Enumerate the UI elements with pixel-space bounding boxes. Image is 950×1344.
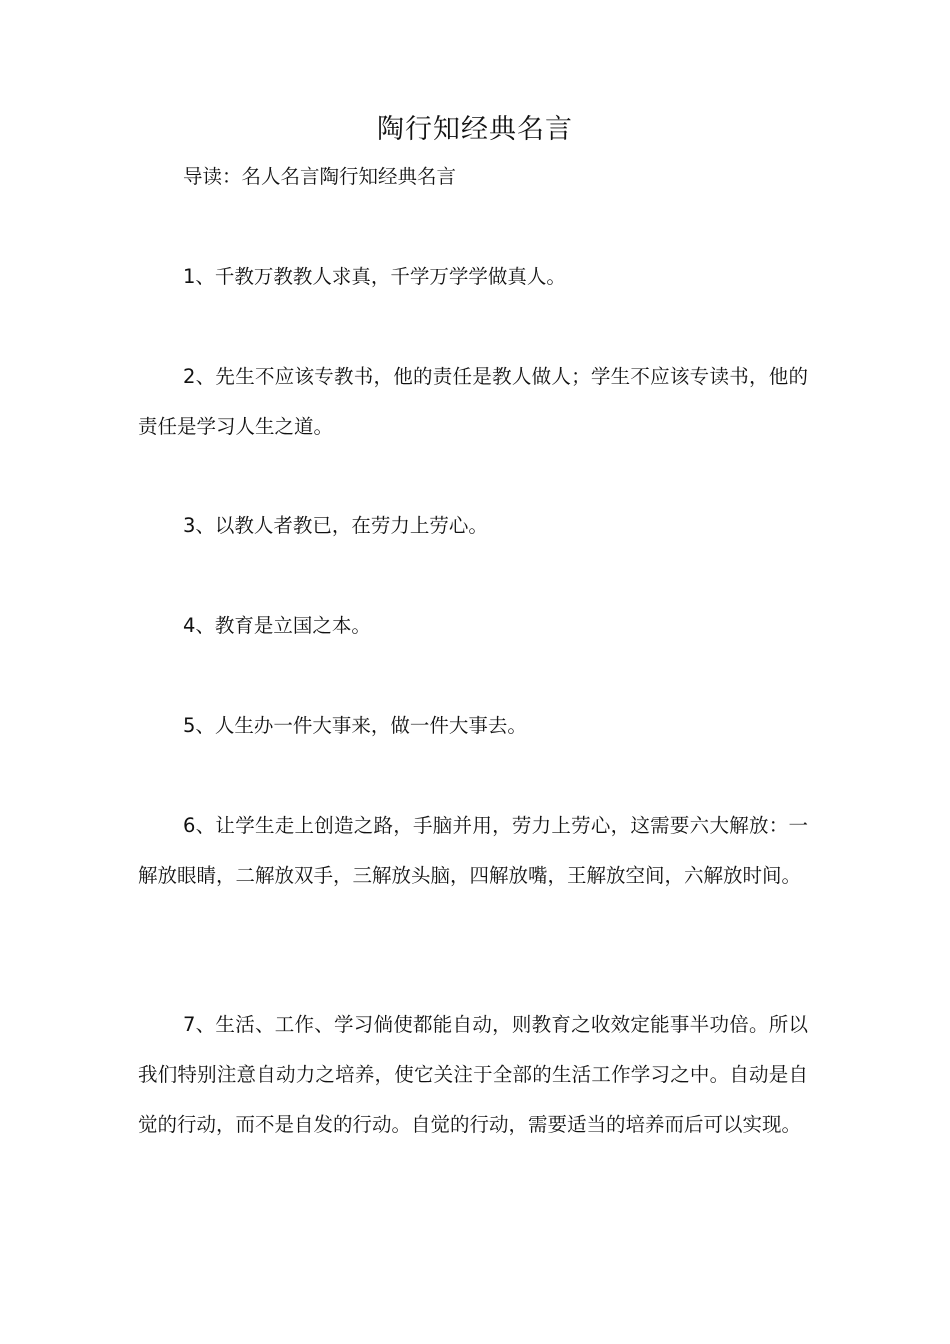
quote-6: 6、让学生走上创造之路，手脑并用，劳力上劳心，这需要六大解放：一解放眼睛，二解放双手，三解放头脑，四解放嘴，王解放空间，六解放时间。 bbox=[138, 814, 808, 887]
quote-2: 2、先生不应该专教书，他的责任是教人做人；学生不应该专读书，他的责任是学习人生之道。 bbox=[138, 365, 808, 438]
quote-3: 3、以教人者教已，在劳力上劳心。 bbox=[183, 514, 488, 537]
quote-4: 4、教育是立国之本。 bbox=[183, 614, 371, 637]
intro-paragraph: 导读：名人名言陶行知经典名言 bbox=[183, 165, 457, 188]
quote-5: 5、人生办一件大事来，做一件大事去。 bbox=[183, 714, 527, 737]
document-title: 陶行知经典名言 bbox=[377, 114, 573, 145]
quote-1: 1、千教万教教人求真，千学万学学做真人。 bbox=[183, 265, 566, 288]
quote-7: 7、生活、工作、学习倘使都能自动，则教育之收效定能事半功倍。所以我们特别注意自动力之培养，使它关注于全部的生活工作学习之中。自动是自觉的行动，而不是自发的行动。自觉的行动，需要适当的培养而后可以实现。 bbox=[138, 1013, 808, 1136]
